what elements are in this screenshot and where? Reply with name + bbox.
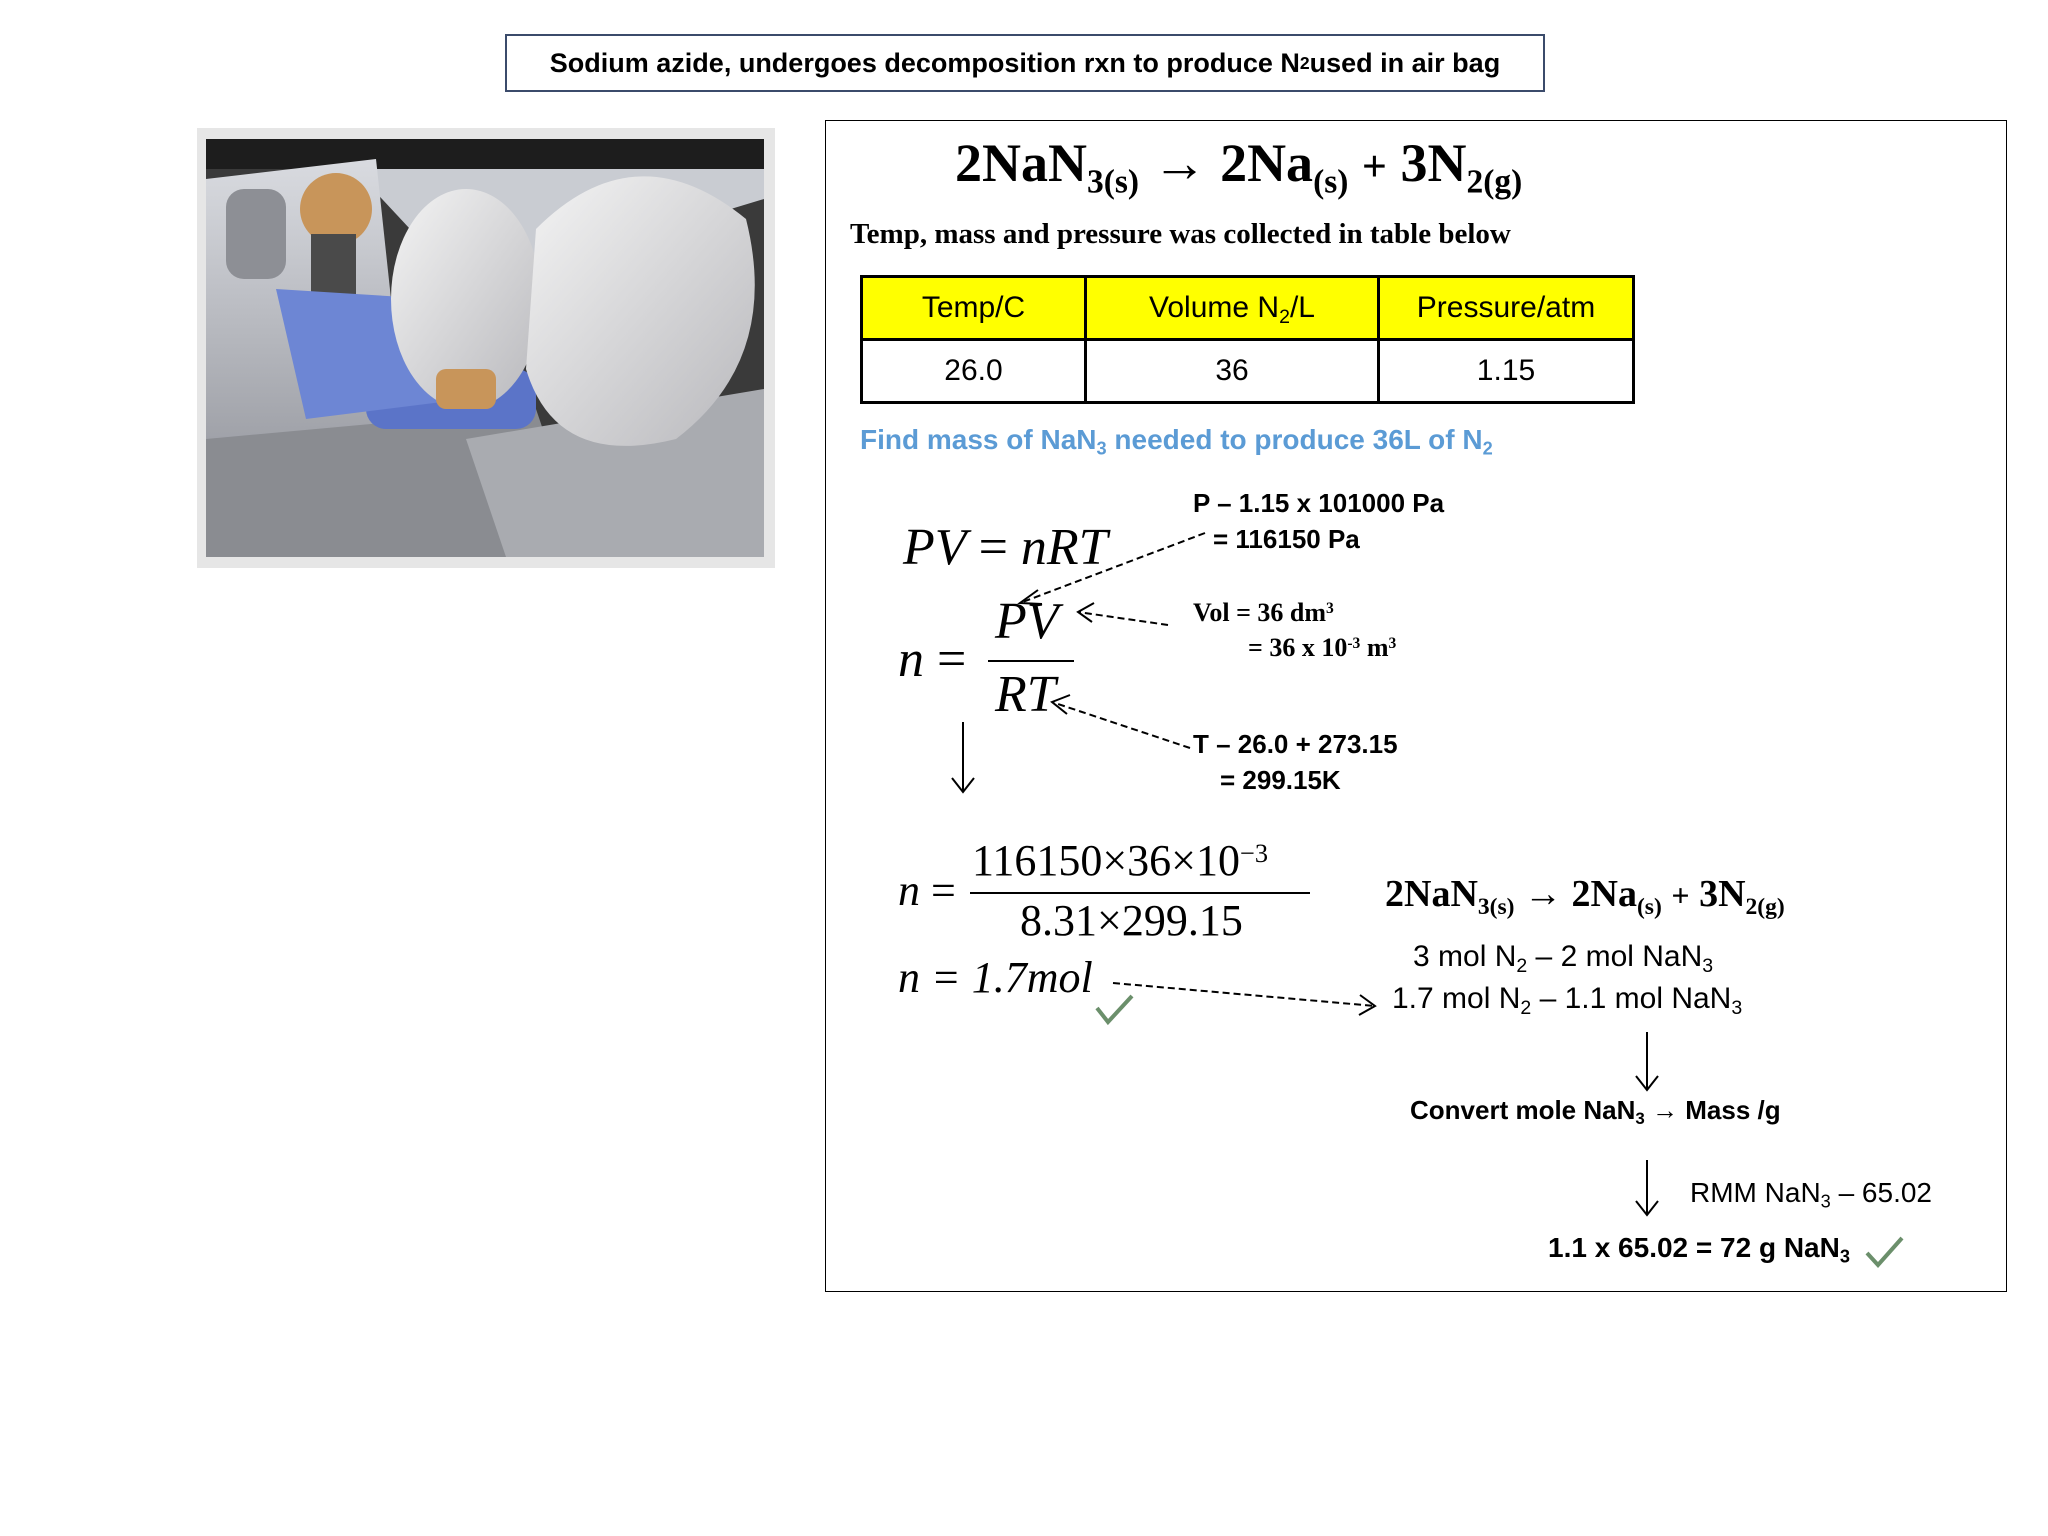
pressure-note-2: = 116150 Pa: [1213, 524, 1360, 554]
eq-arrow: →: [1152, 133, 1207, 193]
calc-denominator: 8.31×299.15: [1020, 896, 1243, 945]
final-answer: 1.1 x 65.02 = 72 g NaN$_3$: [1548, 1232, 1850, 1267]
volume-note-2: = 36 x $10^{-3}$ $m^3$: [1248, 633, 1397, 662]
temp-dashed-arrow: [1052, 702, 1190, 748]
table-header-volume: Volume $N_2/L$: [1086, 277, 1379, 340]
calc-result: n = 1.7mol: [898, 953, 1093, 1002]
eq-plus: +: [1361, 142, 1387, 191]
eq-product2: 3N: [1400, 133, 1467, 193]
eq-reactant: 2NaN: [955, 133, 1087, 193]
stoich-ratio-1: 3 mol $N_2 - 2$ mol NaN$_3$: [1413, 940, 1714, 977]
table-cell-pressure: 1.15: [1379, 340, 1634, 403]
volume-note-1: Vol = 36 $dm^3$: [1193, 598, 1334, 627]
eq-product2-state: 2(g): [1466, 163, 1523, 201]
stoich-equation: $2NaN_{3(s)} \to 2Na_{(s)} + 3N_{2(g)}$: [1385, 873, 1785, 921]
mol-dashed-arrow: [1113, 983, 1375, 1006]
eq-reactant-state: 3(s): [1087, 163, 1140, 201]
volume-dashed-arrow: [1078, 612, 1168, 625]
convert-text: Convert mole NaN$_3$ → Mass /g: [1410, 1095, 1781, 1129]
table-cell-temp: 26.0: [862, 340, 1086, 403]
title-prefix: Sodium azide, undergoes decomposition rxn to produce N: [549, 47, 1300, 78]
checkmark-icon: [1097, 996, 1132, 1022]
fraction-numerator: PV: [995, 593, 1059, 650]
pressure-note-1: P – 1.15 x 101000 Pa: [1193, 488, 1445, 518]
pressure-dashed-arrow: [1020, 533, 1205, 603]
calc-n: n =: [898, 866, 956, 915]
temp-note-2: = 299.15K: [1220, 765, 1341, 795]
table-header-pressure: Pressure/atm: [1379, 277, 1634, 340]
collected-text: Temp, mass and pressure was collected in table below: [850, 218, 1511, 250]
rmm-text: RMM NaN$_3$ – 65.02: [1690, 1177, 1932, 1212]
pressure-arrowhead: [1020, 590, 1042, 604]
fraction-denominator: RT: [995, 666, 1056, 723]
temp-note-1: T – 26.0 + 273.15: [1193, 729, 1398, 759]
n-variable: n =: [898, 631, 967, 688]
table-header-temp: Temp/C: [862, 277, 1086, 340]
ideal-gas-law: PV = nRT: [903, 519, 1108, 576]
table-cell-volume: 36: [1086, 340, 1379, 403]
slide-title: Sodium azide, undergoes decomposition rxn to produce N 2 used in air bag: [505, 34, 1545, 92]
checkmark-icon: [1867, 1238, 1902, 1265]
stoich-ratio-2: 1.7 mol $N_2 - 1.1$ mol NaN$_3$: [1392, 982, 1743, 1019]
calc-fraction-bar: [970, 892, 1310, 894]
eq-product1: 2Na: [1220, 133, 1314, 193]
title-suffix: used in air bag: [1309, 47, 1501, 78]
calc-numerator: $116150\times 36\times 10^{-3}$: [972, 836, 1269, 885]
eq-product1-state: (s): [1313, 163, 1349, 201]
question-text: Find mass of NaN$_3$ needed to produce 36L of $N_2$: [860, 424, 1493, 459]
